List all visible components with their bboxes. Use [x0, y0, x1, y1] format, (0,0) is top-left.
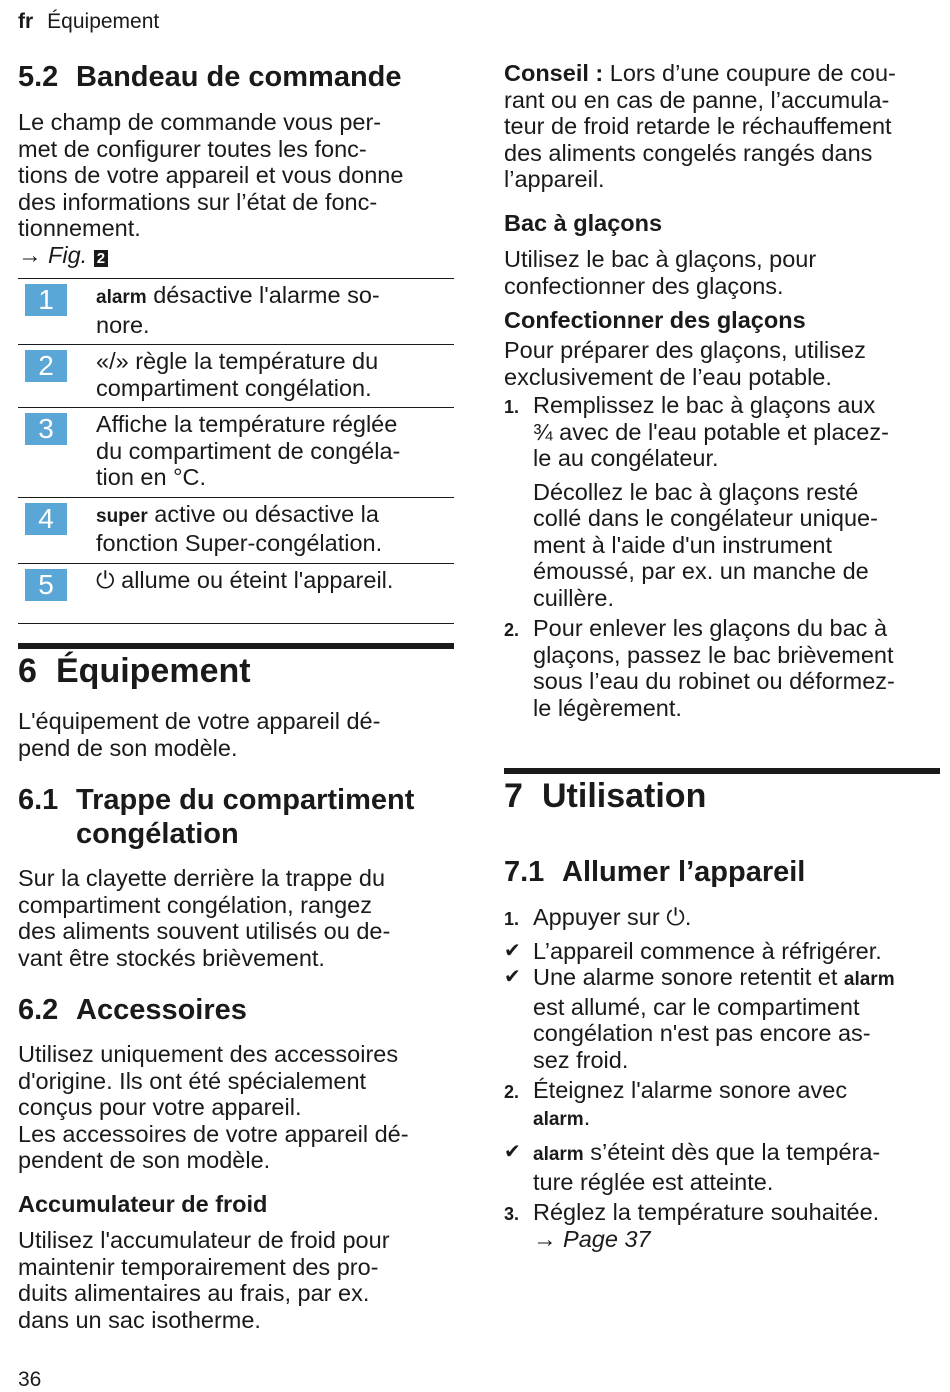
- table-row: 2 «/» règle la température du compartiment congélation.: [18, 345, 454, 408]
- list-item: 2. Éteignez l'alarme sonore avec alarm.: [504, 1077, 848, 1130]
- list-item: 3. Réglez la température souhaitée. → Page 37: [504, 1199, 880, 1252]
- header-title: Équipement: [47, 10, 160, 33]
- make-ice-heading: Confectionner des glaçons: [504, 307, 806, 333]
- table-row: 3 Affiche la température réglée du compartiment de congéla- tion en °C.: [18, 408, 454, 498]
- tip-label: Conseil :: [504, 60, 604, 86]
- ice-steps-list: [504, 392, 940, 721]
- table-row: 4 super active ou désactive la fonction Super-congélation.: [18, 497, 454, 563]
- list-item: 1. Appuyer sur ⏻.: [504, 904, 692, 930]
- check-icon: ✔: [504, 966, 521, 988]
- alarm-keyword: alarm: [96, 287, 147, 308]
- ice-tray-heading: Bac à glaçons: [504, 210, 663, 236]
- power-icon: ⏻: [96, 566, 115, 593]
- section-divider: [18, 643, 454, 649]
- result-item: ✔ alarm s’éteint dès que la tempéra- ture réglée est atteinte.: [504, 1139, 881, 1195]
- temperature-arrows-icon: «/»: [96, 348, 129, 374]
- section-6-2-text: Utilisez uniquement des accessoires d'origine. Ils ont été spécialement conçus pour votre appareil. Les accessoires de votre appareil dé- pendent de son modèle.: [18, 1041, 409, 1173]
- section-5-2-intro: Le champ de commande vous per- met de configurer toutes les fonc- tions de votre appareil et vous donne des informations sur l’état de fonc- tionnement. → Fig. 2: [18, 109, 454, 268]
- list-item: 1. Remplissez le bac à glaçons aux ¾ avec de l'eau potable et placez- le au congélateur.: [504, 392, 889, 471]
- running-header: [18, 10, 159, 34]
- ice-tray-text: Utilisez le bac à glaçons, pour confectionner des glaçons.: [504, 246, 817, 299]
- accumulator-heading: Accumulateur de froid: [18, 1191, 268, 1217]
- number-badge: 2: [25, 350, 67, 382]
- number-badge: 4: [25, 503, 67, 535]
- result-item: ✔ L’appareil commence à réfrigérer.: [504, 937, 882, 964]
- section-5-2-heading: 5.2 Bandeau de commande: [18, 61, 402, 93]
- page-number: 36: [18, 1368, 42, 1391]
- section-divider: [504, 768, 940, 774]
- check-icon: ✔: [504, 1141, 521, 1163]
- chapter-6-heading: 6 Équipement: [18, 652, 251, 690]
- chapter-7-heading: 7 Utilisation: [504, 777, 707, 815]
- number-badge: 3: [25, 413, 67, 445]
- check-icon: ✔: [504, 939, 521, 962]
- tip-block: Conseil : Lors d’une coupure de cou- rant ou en cas de panne, l’accumula- teur de froid retarde le réchauffement des aliments congelés rangés dans l’appareil.: [504, 60, 896, 192]
- power-on-steps-list: [504, 904, 940, 1252]
- result-item: ✔ Une alarme sonore retentit et alarm est allumé, car le compartiment congélation n'est pas encore as- sez froid.: [504, 964, 895, 1073]
- figure-reference: → Fig. 2: [18, 242, 454, 269]
- number-badge: 1: [25, 284, 67, 316]
- table-row: 1 alarm désactive l'alarme so- nore.: [18, 279, 454, 345]
- section-6-1-text: Sur la clayette derrière la trappe du compartiment congélation, rangez des aliments souvent utilisés ou de- vant être stockés brièvement.: [18, 865, 391, 971]
- control-panel-table: [18, 278, 454, 624]
- section-7-1-heading: 7.1 Allumer l’appareil: [504, 856, 806, 888]
- make-ice-text: Pour préparer des glaçons, utilisez exclusivement de l’eau potable.: [504, 337, 866, 390]
- list-item: Décollez le bac à glaçons resté collé dans le congélateur unique- ment à l'aide d'un instrument émoussé, par ex. un manche de cuillère.: [533, 478, 878, 611]
- table-row: 5 ⏻ allume ou éteint l'appareil.: [18, 563, 454, 623]
- super-keyword: super: [96, 505, 148, 527]
- section-6-1-heading: 6.1 Trappe du compartiment congélation: [18, 784, 415, 850]
- number-badge: 5: [25, 569, 67, 601]
- page-reference: Page 37: [563, 1225, 651, 1252]
- chapter-6-text: L'équipement de votre appareil dé- pend de son modèle.: [18, 708, 381, 761]
- language-code: fr: [18, 10, 34, 33]
- list-item: 2. Pour enlever les glaçons du bac à glaçons, passez le bac brièvement sous l’eau du robinet ou déformez- le légèrement.: [504, 615, 895, 721]
- accumulator-text: Utilisez l'accumulateur de froid pour maintenir temporairement des pro- duits alimentaires au frais, par ex. dans un sac isotherme.: [18, 1227, 390, 1333]
- section-6-2-heading: 6.2 Accessoires: [18, 994, 247, 1026]
